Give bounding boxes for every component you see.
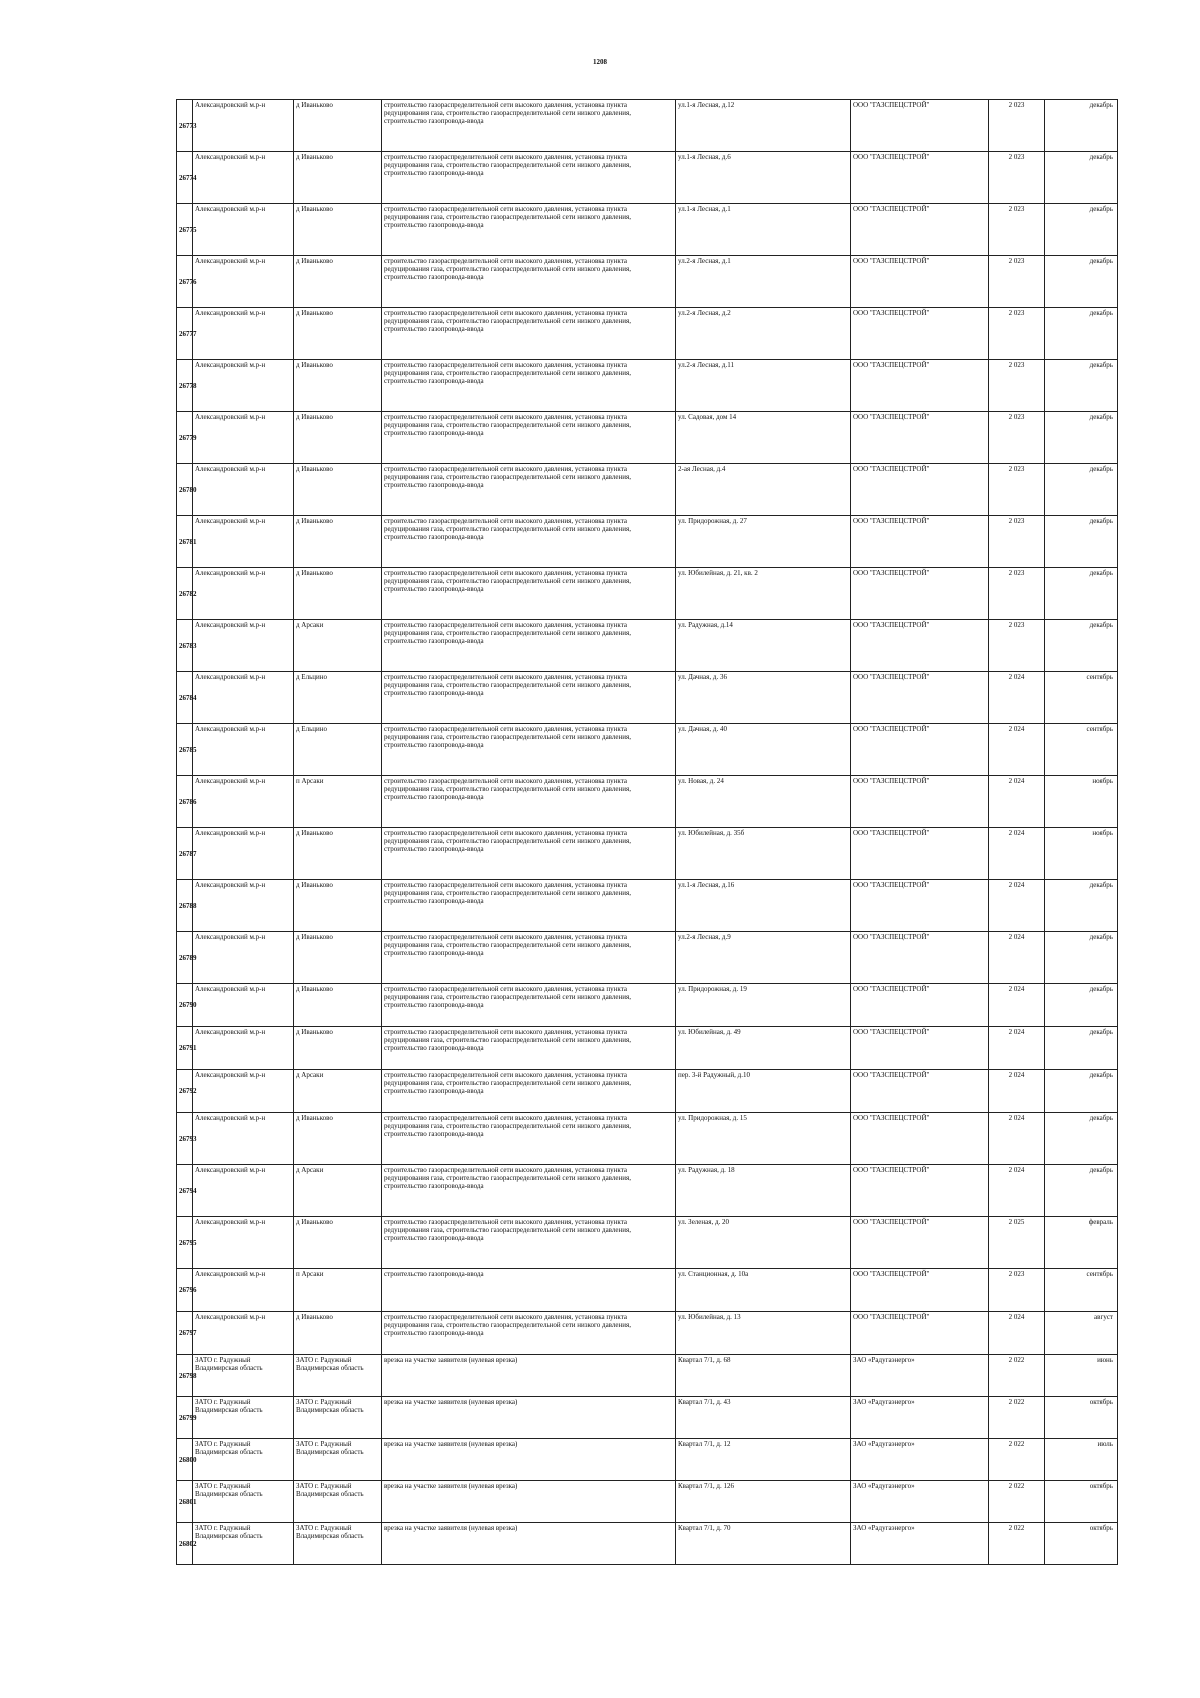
locality-cell: д Иваньково xyxy=(294,1113,382,1165)
row-number-cell: 26782 xyxy=(177,568,193,620)
table-row xyxy=(177,1355,1118,1397)
row-number-cell: 26776 xyxy=(177,256,193,308)
row-number-cell: 26791 xyxy=(177,1027,193,1070)
year-cell: 2 023 xyxy=(989,516,1045,568)
contractor-cell: ООО "ГАЗСПЕЦСТРОЙ" xyxy=(851,620,989,672)
year-cell: 2 022 xyxy=(989,1397,1045,1439)
work-description-cell: строительство газораспределительной сети высокого давления, установка пункта редуцирования газа, строительство газораспределительной сети низкого давления, строительство газопровода-ввода xyxy=(382,828,676,880)
locality-cell: д Иваньково xyxy=(294,1217,382,1269)
row-number-cell: 26793 xyxy=(177,1113,193,1165)
district-cell: Александровский м.р-н xyxy=(193,100,294,152)
row-number-cell: 26797 xyxy=(177,1312,193,1355)
contractor-cell: ООО "ГАЗСПЕЦСТРОЙ" xyxy=(851,984,989,1027)
month-cell: декабрь xyxy=(1045,100,1118,152)
locality-cell: д Иваньково xyxy=(294,360,382,412)
district-cell: ЗАТО г. Радужный Владимирская область xyxy=(193,1481,294,1523)
contractor-cell: ЗАО «Радугаэнерго» xyxy=(851,1439,989,1481)
year-cell: 2 023 xyxy=(989,1269,1045,1312)
month-cell: декабрь xyxy=(1045,1113,1118,1165)
work-description-cell: строительство газораспределительной сети высокого давления, установка пункта редуцирования газа, строительство газораспределительной сети низкого давления, строительство газопровода-ввода xyxy=(382,984,676,1027)
month-cell: декабрь xyxy=(1045,1165,1118,1217)
district-cell: ЗАТО г. Радужный Владимирская область xyxy=(193,1439,294,1481)
address-cell: Квартал 7/1, д. 126 xyxy=(676,1481,851,1523)
row-number-cell: 26789 xyxy=(177,932,193,984)
work-description-cell: строительство газораспределительной сети высокого давления, установка пункта редуцирования газа, строительство газораспределительной сети низкого давления, строительство газопровода-ввода xyxy=(382,1070,676,1113)
address-cell: пер. 3-й Радужный, д.10 xyxy=(676,1070,851,1113)
year-cell: 2 022 xyxy=(989,1523,1045,1565)
row-number-cell: 26792 xyxy=(177,1070,193,1113)
district-cell: Александровский м.р-н xyxy=(193,1312,294,1355)
address-cell: ул. Радужная, д. 18 xyxy=(676,1165,851,1217)
contractor-cell: ООО "ГАЗСПЕЦСТРОЙ" xyxy=(851,1312,989,1355)
month-cell: декабрь xyxy=(1045,984,1118,1027)
contractor-cell: ЗАО «Радугаэнерго» xyxy=(851,1397,989,1439)
table-row xyxy=(177,204,1118,256)
work-description-cell: врезка на участке заявителя (нулевая врезка) xyxy=(382,1397,676,1439)
table-row xyxy=(177,932,1118,984)
address-cell: Квартал 7/1, д. 43 xyxy=(676,1397,851,1439)
district-cell: Александровский м.р-н xyxy=(193,932,294,984)
contractor-cell: ЗАО «Радугаэнерго» xyxy=(851,1355,989,1397)
contractor-cell: ООО "ГАЗСПЕЦСТРОЙ" xyxy=(851,464,989,516)
row-number-cell: 26796 xyxy=(177,1269,193,1312)
contractor-cell: ООО "ГАЗСПЕЦСТРОЙ" xyxy=(851,204,989,256)
address-cell: ул.2-я Лесная, д.2 xyxy=(676,308,851,360)
locality-cell: д Иваньково xyxy=(294,568,382,620)
address-cell: ул. Садовая, дом 14 xyxy=(676,412,851,464)
district-cell: Александровский м.р-н xyxy=(193,776,294,828)
month-cell: декабрь xyxy=(1045,412,1118,464)
month-cell: декабрь xyxy=(1045,308,1118,360)
table-row xyxy=(177,1070,1118,1113)
year-cell: 2 024 xyxy=(989,724,1045,776)
locality-cell: п Арсаки xyxy=(294,776,382,828)
row-number-cell: 26783 xyxy=(177,620,193,672)
year-cell: 2 022 xyxy=(989,1481,1045,1523)
year-cell: 2 024 xyxy=(989,932,1045,984)
work-description-cell: строительство газораспределительной сети высокого давления, установка пункта редуцирования газа, строительство газораспределительной сети низкого давления, строительство газопровода-ввода xyxy=(382,516,676,568)
work-description-cell: строительство газораспределительной сети высокого давления, установка пункта редуцирования газа, строительство газораспределительной сети низкого давления, строительство газопровода-ввода xyxy=(382,880,676,932)
work-description-cell: строительство газораспределительной сети высокого давления, установка пункта редуцирования газа, строительство газораспределительной сети низкого давления, строительство газопровода-ввода xyxy=(382,724,676,776)
row-number-cell: 26784 xyxy=(177,672,193,724)
table-row xyxy=(177,360,1118,412)
address-cell: ул. Юбилейная, д. 35б xyxy=(676,828,851,880)
row-number-cell: 26800 xyxy=(177,1439,193,1481)
contractor-cell: ООО "ГАЗСПЕЦСТРОЙ" xyxy=(851,1269,989,1312)
work-description-cell: строительство газораспределительной сети высокого давления, установка пункта редуцирования газа, строительство газораспределительной сети низкого давления, строительство газопровода-ввода xyxy=(382,308,676,360)
work-description-cell: врезка на участке заявителя (нулевая врезка) xyxy=(382,1523,676,1565)
district-cell: ЗАТО г. Радужный Владимирская область xyxy=(193,1523,294,1565)
table-row xyxy=(177,1113,1118,1165)
locality-cell: д Иваньково xyxy=(294,204,382,256)
address-cell: ул.2-я Лесная, д.11 xyxy=(676,360,851,412)
address-cell: ул. Придорожная, д. 15 xyxy=(676,1113,851,1165)
contractor-cell: ООО "ГАЗСПЕЦСТРОЙ" xyxy=(851,100,989,152)
contractor-cell: ООО "ГАЗСПЕЦСТРОЙ" xyxy=(851,1165,989,1217)
locality-cell: д Ельцино xyxy=(294,672,382,724)
contractor-cell: ООО "ГАЗСПЕЦСТРОЙ" xyxy=(851,828,989,880)
work-description-cell: строительство газораспределительной сети высокого давления, установка пункта редуцирования газа, строительство газораспределительной сети низкого давления, строительство газопровода-ввода xyxy=(382,1217,676,1269)
table-row xyxy=(177,1312,1118,1355)
connection-table xyxy=(176,99,1118,1565)
district-cell: ЗАТО г. Радужный Владимирская область xyxy=(193,1355,294,1397)
month-cell: декабрь xyxy=(1045,360,1118,412)
work-description-cell: строительство газораспределительной сети высокого давления, установка пункта редуцирования газа, строительство газораспределительной сети низкого давления, строительство газопровода-ввода xyxy=(382,568,676,620)
table-row xyxy=(177,412,1118,464)
table-row xyxy=(177,568,1118,620)
year-cell: 2 024 xyxy=(989,776,1045,828)
table-row xyxy=(177,256,1118,308)
year-cell: 2 023 xyxy=(989,152,1045,204)
address-cell: 2-ая Лесная, д.4 xyxy=(676,464,851,516)
locality-cell: д Иваньково xyxy=(294,412,382,464)
month-cell: ноябрь xyxy=(1045,776,1118,828)
contractor-cell: ООО "ГАЗСПЕЦСТРОЙ" xyxy=(851,152,989,204)
locality-cell: ЗАТО г. Радужный Владимирская область xyxy=(294,1439,382,1481)
work-description-cell: строительство газораспределительной сети высокого давления, установка пункта редуцирования газа, строительство газораспределительной сети низкого давления, строительство газопровода-ввода xyxy=(382,100,676,152)
work-description-cell: строительство газораспределительной сети высокого давления, установка пункта редуцирования газа, строительство газораспределительной сети низкого давления, строительство газопровода-ввода xyxy=(382,672,676,724)
month-cell: декабрь xyxy=(1045,620,1118,672)
locality-cell: д Иваньково xyxy=(294,1312,382,1355)
table-row xyxy=(177,828,1118,880)
row-number-cell: 26777 xyxy=(177,308,193,360)
month-cell: декабрь xyxy=(1045,204,1118,256)
district-cell: Александровский м.р-н xyxy=(193,1113,294,1165)
address-cell: ул.1-я Лесная, д.12 xyxy=(676,100,851,152)
work-description-cell: врезка на участке заявителя (нулевая врезка) xyxy=(382,1355,676,1397)
year-cell: 2 024 xyxy=(989,1312,1045,1355)
address-cell: ул. Юбилейная, д. 21, кв. 2 xyxy=(676,568,851,620)
row-number-cell: 26790 xyxy=(177,984,193,1027)
year-cell: 2 024 xyxy=(989,880,1045,932)
work-description-cell: строительство газораспределительной сети высокого давления, установка пункта редуцирования газа, строительство газораспределительной сети низкого давления, строительство газопровода-ввода xyxy=(382,256,676,308)
district-cell: Александровский м.р-н xyxy=(193,464,294,516)
contractor-cell: ЗАО «Радугаэнерго» xyxy=(851,1523,989,1565)
year-cell: 2 024 xyxy=(989,828,1045,880)
district-cell: Александровский м.р-н xyxy=(193,412,294,464)
contractor-cell: ООО "ГАЗСПЕЦСТРОЙ" xyxy=(851,1070,989,1113)
table-row xyxy=(177,672,1118,724)
month-cell: декабрь xyxy=(1045,256,1118,308)
year-cell: 2 024 xyxy=(989,1165,1045,1217)
district-cell: Александровский м.р-н xyxy=(193,1269,294,1312)
contractor-cell: ООО "ГАЗСПЕЦСТРОЙ" xyxy=(851,880,989,932)
address-cell: ул. Радужная, д.14 xyxy=(676,620,851,672)
locality-cell: ЗАТО г. Радужный Владимирская область xyxy=(294,1523,382,1565)
table-row xyxy=(177,984,1118,1027)
year-cell: 2 023 xyxy=(989,464,1045,516)
locality-cell: д Иваньково xyxy=(294,1027,382,1070)
table-row xyxy=(177,516,1118,568)
district-cell: Александровский м.р-н xyxy=(193,828,294,880)
address-cell: ул.1-я Лесная, д.1 xyxy=(676,204,851,256)
month-cell: октябрь xyxy=(1045,1397,1118,1439)
contractor-cell: ООО "ГАЗСПЕЦСТРОЙ" xyxy=(851,1113,989,1165)
month-cell: октябрь xyxy=(1045,1523,1118,1565)
row-number-cell: 26788 xyxy=(177,880,193,932)
locality-cell: д Иваньково xyxy=(294,516,382,568)
district-cell: Александровский м.р-н xyxy=(193,620,294,672)
row-number-cell: 26779 xyxy=(177,412,193,464)
work-description-cell: строительство газораспределительной сети высокого давления, установка пункта редуцирования газа, строительство газораспределительной сети низкого давления, строительство газопровода-ввода xyxy=(382,464,676,516)
address-cell: ул. Зеленая, д. 20 xyxy=(676,1217,851,1269)
work-description-cell: строительство газораспределительной сети высокого давления, установка пункта редуцирования газа, строительство газораспределительной сети низкого давления, строительство газопровода-ввода xyxy=(382,776,676,828)
contractor-cell: ООО "ГАЗСПЕЦСТРОЙ" xyxy=(851,256,989,308)
year-cell: 2 024 xyxy=(989,672,1045,724)
table-row xyxy=(177,1439,1118,1481)
row-number-cell: 26773 xyxy=(177,100,193,152)
address-cell: ул. Дачная, д. 40 xyxy=(676,724,851,776)
contractor-cell: ООО "ГАЗСПЕЦСТРОЙ" xyxy=(851,568,989,620)
year-cell: 2 022 xyxy=(989,1355,1045,1397)
locality-cell: ЗАТО г. Радужный Владимирская область xyxy=(294,1355,382,1397)
district-cell: Александровский м.р-н xyxy=(193,1217,294,1269)
page-number: 1208 xyxy=(593,58,607,66)
table-row xyxy=(177,880,1118,932)
locality-cell: ЗАТО г. Радужный Владимирская область xyxy=(294,1397,382,1439)
work-description-cell: строительство газораспределительной сети высокого давления, установка пункта редуцирования газа, строительство газораспределительной сети низкого давления, строительство газопровода-ввода xyxy=(382,360,676,412)
row-number-cell: 26781 xyxy=(177,516,193,568)
contractor-cell: ООО "ГАЗСПЕЦСТРОЙ" xyxy=(851,672,989,724)
work-description-cell: строительство газопровода-ввода xyxy=(382,1269,676,1312)
month-cell: декабрь xyxy=(1045,152,1118,204)
work-description-cell: врезка на участке заявителя (нулевая врезка) xyxy=(382,1439,676,1481)
table-row xyxy=(177,724,1118,776)
month-cell: июнь xyxy=(1045,1355,1118,1397)
address-cell: ул. Придорожная, д. 19 xyxy=(676,984,851,1027)
month-cell: декабрь xyxy=(1045,880,1118,932)
locality-cell: д Иваньково xyxy=(294,100,382,152)
district-cell: Александровский м.р-н xyxy=(193,672,294,724)
month-cell: декабрь xyxy=(1045,464,1118,516)
locality-cell: п Арсаки xyxy=(294,1269,382,1312)
address-cell: ул.1-я Лесная, д.6 xyxy=(676,152,851,204)
table-row xyxy=(177,1523,1118,1565)
address-cell: ул.1-я Лесная, д.16 xyxy=(676,880,851,932)
month-cell: декабрь xyxy=(1045,932,1118,984)
month-cell: февраль xyxy=(1045,1217,1118,1269)
work-description-cell: строительство газораспределительной сети высокого давления, установка пункта редуцирования газа, строительство газораспределительной сети низкого давления, строительство газопровода-ввода xyxy=(382,412,676,464)
work-description-cell: строительство газораспределительной сети высокого давления, установка пункта редуцирования газа, строительство газораспределительной сети низкого давления, строительство газопровода-ввода xyxy=(382,152,676,204)
row-number-cell: 26799 xyxy=(177,1397,193,1439)
address-cell: ул. Юбилейная, д. 13 xyxy=(676,1312,851,1355)
work-description-cell: строительство газораспределительной сети высокого давления, установка пункта редуцирования газа, строительство газораспределительной сети низкого давления, строительство газопровода-ввода xyxy=(382,1312,676,1355)
locality-cell: д Арсаки xyxy=(294,1070,382,1113)
year-cell: 2 022 xyxy=(989,1439,1045,1481)
contractor-cell: ЗАО «Радугаэнерго» xyxy=(851,1481,989,1523)
locality-cell: д Ельцино xyxy=(294,724,382,776)
address-cell: ул. Дачная, д. 36 xyxy=(676,672,851,724)
year-cell: 2 023 xyxy=(989,360,1045,412)
district-cell: Александровский м.р-н xyxy=(193,984,294,1027)
district-cell: Александровский м.р-н xyxy=(193,516,294,568)
contractor-cell: ООО "ГАЗСПЕЦСТРОЙ" xyxy=(851,308,989,360)
table-row xyxy=(177,152,1118,204)
month-cell: сентябрь xyxy=(1045,724,1118,776)
contractor-cell: ООО "ГАЗСПЕЦСТРОЙ" xyxy=(851,776,989,828)
month-cell: декабрь xyxy=(1045,1027,1118,1070)
work-description-cell: строительство газораспределительной сети высокого давления, установка пункта редуцирования газа, строительство газораспределительной сети низкого давления, строительство газопровода-ввода xyxy=(382,1113,676,1165)
month-cell: декабрь xyxy=(1045,516,1118,568)
row-number-cell: 26794 xyxy=(177,1165,193,1217)
district-cell: Александровский м.р-н xyxy=(193,308,294,360)
address-cell: ул. Станционная, д. 10а xyxy=(676,1269,851,1312)
row-number-cell: 26785 xyxy=(177,724,193,776)
table-row xyxy=(177,1027,1118,1070)
table-row xyxy=(177,776,1118,828)
district-cell: Александровский м.р-н xyxy=(193,1165,294,1217)
table-row xyxy=(177,620,1118,672)
work-description-cell: строительство газораспределительной сети высокого давления, установка пункта редуцирования газа, строительство газораспределительной сети низкого давления, строительство газопровода-ввода xyxy=(382,204,676,256)
district-cell: Александровский м.р-н xyxy=(193,360,294,412)
month-cell: август xyxy=(1045,1312,1118,1355)
locality-cell: д Иваньково xyxy=(294,828,382,880)
year-cell: 2 023 xyxy=(989,412,1045,464)
locality-cell: д Иваньково xyxy=(294,308,382,360)
address-cell: ул. Придорожная, д. 27 xyxy=(676,516,851,568)
locality-cell: д Иваньково xyxy=(294,464,382,516)
contractor-cell: ООО "ГАЗСПЕЦСТРОЙ" xyxy=(851,724,989,776)
locality-cell: д Иваньково xyxy=(294,256,382,308)
year-cell: 2 024 xyxy=(989,1113,1045,1165)
district-cell: Александровский м.р-н xyxy=(193,880,294,932)
row-number-cell: 26798 xyxy=(177,1355,193,1397)
month-cell: декабрь xyxy=(1045,1070,1118,1113)
row-number-cell: 26786 xyxy=(177,776,193,828)
address-cell: ул. Новая, д. 24 xyxy=(676,776,851,828)
month-cell: декабрь xyxy=(1045,568,1118,620)
district-cell: Александровский м.р-н xyxy=(193,204,294,256)
work-description-cell: строительство газораспределительной сети высокого давления, установка пункта редуцирования газа, строительство газораспределительной сети низкого давления, строительство газопровода-ввода xyxy=(382,932,676,984)
month-cell: сентябрь xyxy=(1045,1269,1118,1312)
work-description-cell: строительство газораспределительной сети высокого давления, установка пункта редуцирования газа, строительство газораспределительной сети низкого давления, строительство газопровода-ввода xyxy=(382,620,676,672)
contractor-cell: ООО "ГАЗСПЕЦСТРОЙ" xyxy=(851,1027,989,1070)
district-cell: Александровский м.р-н xyxy=(193,152,294,204)
month-cell: июль xyxy=(1045,1439,1118,1481)
address-cell: ул. Юбилейная, д. 49 xyxy=(676,1027,851,1070)
contractor-cell: ООО "ГАЗСПЕЦСТРОЙ" xyxy=(851,516,989,568)
month-cell: ноябрь xyxy=(1045,828,1118,880)
year-cell: 2 024 xyxy=(989,984,1045,1027)
year-cell: 2 023 xyxy=(989,568,1045,620)
table-row xyxy=(177,308,1118,360)
month-cell: октябрь xyxy=(1045,1481,1118,1523)
district-cell: Александровский м.р-н xyxy=(193,724,294,776)
year-cell: 2 023 xyxy=(989,620,1045,672)
contractor-cell: ООО "ГАЗСПЕЦСТРОЙ" xyxy=(851,1217,989,1269)
locality-cell: д Иваньково xyxy=(294,880,382,932)
row-number-cell: 26802 xyxy=(177,1523,193,1565)
contractor-cell: ООО "ГАЗСПЕЦСТРОЙ" xyxy=(851,412,989,464)
address-cell: Квартал 7/1, д. 12 xyxy=(676,1439,851,1481)
locality-cell: д Арсаки xyxy=(294,620,382,672)
table-row xyxy=(177,1269,1118,1312)
locality-cell: д Иваньково xyxy=(294,984,382,1027)
table-row xyxy=(177,1481,1118,1523)
address-cell: ул.2-я Лесная, д.1 xyxy=(676,256,851,308)
work-description-cell: строительство газораспределительной сети высокого давления, установка пункта редуцирования газа, строительство газораспределительной сети низкого давления, строительство газопровода-ввода xyxy=(382,1027,676,1070)
contractor-cell: ООО "ГАЗСПЕЦСТРОЙ" xyxy=(851,360,989,412)
district-cell: Александровский м.р-н xyxy=(193,256,294,308)
locality-cell: д Иваньково xyxy=(294,152,382,204)
table-row xyxy=(177,464,1118,516)
district-cell: Александровский м.р-н xyxy=(193,1070,294,1113)
row-number-cell: 26795 xyxy=(177,1217,193,1269)
year-cell: 2 023 xyxy=(989,256,1045,308)
address-cell: Квартал 7/1, д. 70 xyxy=(676,1523,851,1565)
contractor-cell: ООО "ГАЗСПЕЦСТРОЙ" xyxy=(851,932,989,984)
year-cell: 2 024 xyxy=(989,1027,1045,1070)
address-cell: ул.2-я Лесная, д.9 xyxy=(676,932,851,984)
year-cell: 2 024 xyxy=(989,1070,1045,1113)
year-cell: 2 023 xyxy=(989,204,1045,256)
month-cell: сентябрь xyxy=(1045,672,1118,724)
address-cell: Квартал 7/1, д. 68 xyxy=(676,1355,851,1397)
district-cell: Александровский м.р-н xyxy=(193,568,294,620)
row-number-cell: 26778 xyxy=(177,360,193,412)
year-cell: 2 023 xyxy=(989,308,1045,360)
row-number-cell: 26801 xyxy=(177,1481,193,1523)
table-body xyxy=(177,100,1118,1565)
row-number-cell: 26774 xyxy=(177,152,193,204)
locality-cell: д Арсаки xyxy=(294,1165,382,1217)
work-description-cell: врезка на участке заявителя (нулевая врезка) xyxy=(382,1481,676,1523)
work-description-cell: строительство газораспределительной сети высокого давления, установка пункта редуцирования газа, строительство газораспределительной сети низкого давления, строительство газопровода-ввода xyxy=(382,1165,676,1217)
table-row xyxy=(177,100,1118,152)
year-cell: 2 025 xyxy=(989,1217,1045,1269)
year-cell: 2 023 xyxy=(989,100,1045,152)
table-row xyxy=(177,1217,1118,1269)
locality-cell: д Иваньково xyxy=(294,932,382,984)
row-number-cell: 26780 xyxy=(177,464,193,516)
table-row xyxy=(177,1397,1118,1439)
table-row xyxy=(177,1165,1118,1217)
row-number-cell: 26787 xyxy=(177,828,193,880)
district-cell: Александровский м.р-н xyxy=(193,1027,294,1070)
locality-cell: ЗАТО г. Радужный Владимирская область xyxy=(294,1481,382,1523)
row-number-cell: 26775 xyxy=(177,204,193,256)
district-cell: ЗАТО г. Радужный Владимирская область xyxy=(193,1397,294,1439)
